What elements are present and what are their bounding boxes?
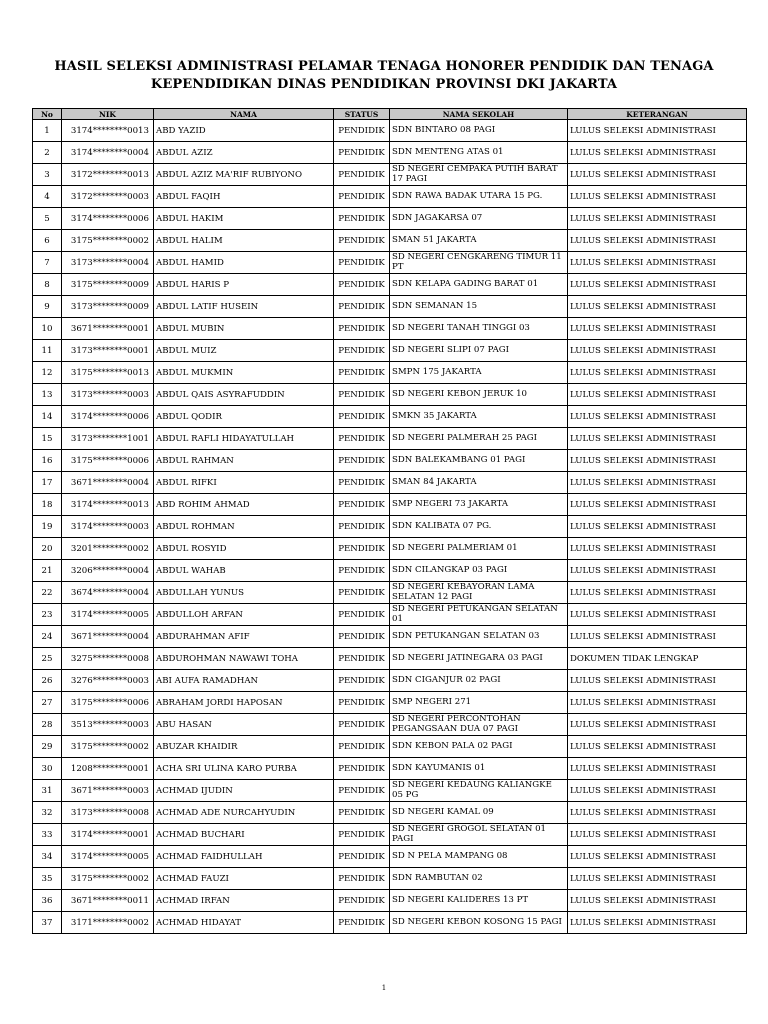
cell-nik: 1208********0001 [62, 758, 154, 780]
table-row [33, 604, 747, 626]
cell-no: 6 [33, 230, 62, 252]
cell-nama-sekolah: SD NEGERI CENGKARENG TIMUR 11 PT [390, 252, 568, 274]
cell-nama: ABRAHAM JORDI HAPOSAN [154, 692, 334, 714]
cell-no: 7 [33, 252, 62, 274]
cell-nama: ABDUL MUIZ [154, 340, 334, 362]
cell-nama-sekolah: SD NEGERI CEMPAKA PUTIH BARAT 17 PAGI [390, 164, 568, 186]
cell-nama: ABDURAHMAN AFIF [154, 626, 334, 648]
cell-status: PENDIDIK [334, 780, 390, 802]
title-line-2: KEPENDIDIKAN DINAS PENDIDIKAN PROVINSI DKI JAKARTA [150, 77, 618, 92]
cell-keterangan: LULUS SELEKSI ADMINISTRASI [568, 340, 747, 362]
results-table [32, 108, 747, 934]
cell-status: PENDIDIK [334, 450, 390, 472]
cell-nama: ABDUL HALIM [154, 230, 334, 252]
table-row [33, 868, 747, 890]
cell-nama-sekolah: SD NEGERI KEDAUNG KALIANGKE 05 PG [390, 780, 568, 802]
table-row [33, 890, 747, 912]
cell-nama: ACHMAD FAIDHULLAH [154, 846, 334, 868]
table-row [33, 230, 747, 252]
cell-keterangan: LULUS SELEKSI ADMINISTRASI [568, 824, 747, 846]
cell-nama: ABDULLAH YUNUS [154, 582, 334, 604]
table-row [33, 582, 747, 604]
cell-nik: 3671********0004 [62, 626, 154, 648]
cell-keterangan: LULUS SELEKSI ADMINISTRASI [568, 252, 747, 274]
table-row [33, 296, 747, 318]
cell-no: 28 [33, 714, 62, 736]
cell-nama-sekolah: SMAN 84 JAKARTA [390, 472, 568, 494]
cell-nama: ACHMAD BUCHARI [154, 824, 334, 846]
cell-no: 19 [33, 516, 62, 538]
cell-nama: ACHMAD ADE NURCAHYUDIN [154, 802, 334, 824]
cell-keterangan: LULUS SELEKSI ADMINISTRASI [568, 538, 747, 560]
cell-status: PENDIDIK [334, 626, 390, 648]
cell-keterangan: LULUS SELEKSI ADMINISTRASI [568, 120, 747, 142]
table-row [33, 626, 747, 648]
cell-nama: ABD YAZID [154, 120, 334, 142]
header-nik: NIK [62, 109, 154, 120]
cell-nama-sekolah: SDN CIGANJUR 02 PAGI [390, 670, 568, 692]
cell-no: 16 [33, 450, 62, 472]
cell-no: 8 [33, 274, 62, 296]
cell-no: 32 [33, 802, 62, 824]
cell-nik: 3671********0004 [62, 472, 154, 494]
cell-nama: ACHMAD IRFAN [154, 890, 334, 912]
cell-keterangan: LULUS SELEKSI ADMINISTRASI [568, 868, 747, 890]
cell-nik: 3171********0002 [62, 912, 154, 934]
cell-status: PENDIDIK [334, 186, 390, 208]
cell-no: 1 [33, 120, 62, 142]
cell-keterangan: LULUS SELEKSI ADMINISTRASI [568, 670, 747, 692]
cell-no: 20 [33, 538, 62, 560]
cell-status: PENDIDIK [334, 384, 390, 406]
cell-nik: 3174********0001 [62, 824, 154, 846]
cell-no: 34 [33, 846, 62, 868]
table-row [33, 362, 747, 384]
cell-nama-sekolah: SD NEGERI PALMERAH 25 PAGI [390, 428, 568, 450]
cell-nama: ABDUL AZIZ [154, 142, 334, 164]
table-row [33, 186, 747, 208]
cell-nik: 3671********0003 [62, 780, 154, 802]
cell-keterangan: LULUS SELEKSI ADMINISTRASI [568, 692, 747, 714]
cell-nama: ABDUL RAHMAN [154, 450, 334, 472]
cell-nik: 3175********0006 [62, 692, 154, 714]
cell-nama: ABI AUFA RAMADHAN [154, 670, 334, 692]
cell-nama-sekolah: SD NEGERI SLIPI 07 PAGI [390, 340, 568, 362]
cell-no: 18 [33, 494, 62, 516]
title-line-1: HASIL SELEKSI ADMINISTRASI PELAMAR TENAGA HONORER PENDIDIK DAN TENAGA [54, 59, 714, 74]
cell-no: 27 [33, 692, 62, 714]
cell-nik: 3674********0004 [62, 582, 154, 604]
cell-nama: ABDUROHMAN NAWAWI TOHA [154, 648, 334, 670]
cell-status: PENDIDIK [334, 670, 390, 692]
cell-no: 15 [33, 428, 62, 450]
header-no: No [33, 109, 62, 120]
cell-status: PENDIDIK [334, 494, 390, 516]
cell-no: 23 [33, 604, 62, 626]
cell-no: 5 [33, 208, 62, 230]
cell-keterangan: LULUS SELEKSI ADMINISTRASI [568, 186, 747, 208]
cell-no: 26 [33, 670, 62, 692]
cell-nama: ABDUL QODIR [154, 406, 334, 428]
cell-nama: ABDUL AZIZ MA'RIF RUBIYONO [154, 164, 334, 186]
cell-no: 2 [33, 142, 62, 164]
header-status: STATUS [334, 109, 390, 120]
cell-nik: 3206********0004 [62, 560, 154, 582]
cell-nik: 3275********0008 [62, 648, 154, 670]
table-row [33, 670, 747, 692]
cell-nama-sekolah: SD NEGERI KAMAL 09 [390, 802, 568, 824]
cell-nik: 3201********0002 [62, 538, 154, 560]
cell-status: PENDIDIK [334, 428, 390, 450]
cell-keterangan: LULUS SELEKSI ADMINISTRASI [568, 274, 747, 296]
cell-no: 9 [33, 296, 62, 318]
page-number: 1 [381, 984, 387, 992]
cell-nik: 3173********0003 [62, 384, 154, 406]
cell-nama-sekolah: SD NEGERI KEBON KOSONG 15 PAGI [390, 912, 568, 934]
cell-keterangan: LULUS SELEKSI ADMINISTRASI [568, 582, 747, 604]
cell-nik: 3174********0006 [62, 406, 154, 428]
cell-nama-sekolah: SD NEGERI KEBON JERUK 10 [390, 384, 568, 406]
cell-status: PENDIDIK [334, 472, 390, 494]
cell-nama: ABDUL LATIF HUSEIN [154, 296, 334, 318]
cell-nama-sekolah: SD NEGERI KEBAYORAN LAMA SELATAN 12 PAGI [390, 582, 568, 604]
cell-nama: ABU HASAN [154, 714, 334, 736]
cell-status: PENDIDIK [334, 406, 390, 428]
cell-nama: ABUZAR KHAIDIR [154, 736, 334, 758]
cell-nik: 3174********0004 [62, 142, 154, 164]
header-keterangan: KETERANGAN [568, 109, 747, 120]
cell-nama-sekolah: SD NEGERI PERCONTOHAN PEGANGSAAN DUA 07 PAGI [390, 714, 568, 736]
cell-nama: ACHMAD HIDAYAT [154, 912, 334, 934]
cell-keterangan: LULUS SELEKSI ADMINISTRASI [568, 208, 747, 230]
table-row [33, 780, 747, 802]
cell-nama-sekolah: SD NEGERI GROGOL SELATAN 01 PAGI [390, 824, 568, 846]
cell-nama-sekolah: SMAN 51 JAKARTA [390, 230, 568, 252]
cell-no: 24 [33, 626, 62, 648]
cell-keterangan: LULUS SELEKSI ADMINISTRASI [568, 296, 747, 318]
table-row [33, 560, 747, 582]
cell-nama: ABDUL ROHMAN [154, 516, 334, 538]
cell-no: 13 [33, 384, 62, 406]
cell-nik: 3172********0003 [62, 186, 154, 208]
cell-keterangan: LULUS SELEKSI ADMINISTRASI [568, 758, 747, 780]
cell-nik: 3175********0002 [62, 230, 154, 252]
table-row [33, 384, 747, 406]
cell-no: 12 [33, 362, 62, 384]
cell-status: PENDIDIK [334, 296, 390, 318]
table-row [33, 538, 747, 560]
cell-nama-sekolah: SDN SEMANAN 15 [390, 296, 568, 318]
cell-nik: 3175********0013 [62, 362, 154, 384]
table-row [33, 516, 747, 538]
cell-status: PENDIDIK [334, 692, 390, 714]
cell-keterangan: LULUS SELEKSI ADMINISTRASI [568, 846, 747, 868]
header-nama-sekolah: NAMA SEKOLAH [390, 109, 568, 120]
cell-nama: ABDUL HAKIM [154, 208, 334, 230]
table-row [33, 274, 747, 296]
cell-no: 35 [33, 868, 62, 890]
cell-nama-sekolah: SDN KALIBATA 07 PG. [390, 516, 568, 538]
table-row [33, 736, 747, 758]
cell-nama-sekolah: SDN KAYUMANIS 01 [390, 758, 568, 780]
cell-nama-sekolah: SMP NEGERI 271 [390, 692, 568, 714]
cell-nama-sekolah: SDN KELAPA GADING BARAT 01 [390, 274, 568, 296]
table-row [33, 318, 747, 340]
cell-no: 11 [33, 340, 62, 362]
cell-nik: 3175********0002 [62, 736, 154, 758]
header-nama: NAMA [154, 109, 334, 120]
cell-status: PENDIDIK [334, 230, 390, 252]
table-row [33, 912, 747, 934]
cell-nama-sekolah: SMP NEGERI 73 JAKARTA [390, 494, 568, 516]
table-row [33, 802, 747, 824]
cell-keterangan: LULUS SELEKSI ADMINISTRASI [568, 472, 747, 494]
cell-keterangan: LULUS SELEKSI ADMINISTRASI [568, 318, 747, 340]
cell-keterangan: LULUS SELEKSI ADMINISTRASI [568, 736, 747, 758]
cell-nama: ACHMAD IJUDIN [154, 780, 334, 802]
cell-keterangan: LULUS SELEKSI ADMINISTRASI [568, 164, 747, 186]
table-row [33, 142, 747, 164]
cell-nik: 3276********0003 [62, 670, 154, 692]
cell-status: PENDIDIK [334, 120, 390, 142]
cell-nama-sekolah: SDN MENTENG ATAS 01 [390, 142, 568, 164]
cell-nama-sekolah: SD NEGERI KALIDERES 13 PT [390, 890, 568, 912]
cell-nama-sekolah: SD NEGERI PALMERIAM 01 [390, 538, 568, 560]
cell-nama: ACHA SRI ULINA KARO PURBA [154, 758, 334, 780]
cell-nik: 3174********0005 [62, 604, 154, 626]
cell-nama: ABDUL MUBIN [154, 318, 334, 340]
cell-nik: 3174********0013 [62, 494, 154, 516]
table-row [33, 164, 747, 186]
table-body [33, 120, 747, 934]
table-row [33, 406, 747, 428]
cell-nama-sekolah: SDN KEBON PALA 02 PAGI [390, 736, 568, 758]
cell-keterangan: LULUS SELEKSI ADMINISTRASI [568, 604, 747, 626]
cell-no: 25 [33, 648, 62, 670]
cell-nik: 3671********0011 [62, 890, 154, 912]
cell-no: 21 [33, 560, 62, 582]
table-row [33, 450, 747, 472]
cell-no: 3 [33, 164, 62, 186]
table-row [33, 846, 747, 868]
cell-nama: ABDUL ROSYID [154, 538, 334, 560]
cell-nama: ABDUL QAIS ASYRAFUDDIN [154, 384, 334, 406]
cell-status: PENDIDIK [334, 912, 390, 934]
cell-status: PENDIDIK [334, 824, 390, 846]
cell-nik: 3175********0009 [62, 274, 154, 296]
table-row [33, 252, 747, 274]
table-row [33, 428, 747, 450]
table-row [33, 340, 747, 362]
cell-keterangan: LULUS SELEKSI ADMINISTRASI [568, 230, 747, 252]
cell-nik: 3175********0002 [62, 868, 154, 890]
cell-keterangan: LULUS SELEKSI ADMINISTRASI [568, 560, 747, 582]
cell-nama-sekolah: SDN JAGAKARSA 07 [390, 208, 568, 230]
table-row [33, 714, 747, 736]
cell-no: 30 [33, 758, 62, 780]
table-row [33, 758, 747, 780]
cell-nama: ACHMAD FAUZI [154, 868, 334, 890]
cell-keterangan: LULUS SELEKSI ADMINISTRASI [568, 362, 747, 384]
cell-keterangan: LULUS SELEKSI ADMINISTRASI [568, 494, 747, 516]
cell-status: PENDIDIK [334, 340, 390, 362]
cell-nama-sekolah: SDN BINTARO 08 PAGI [390, 120, 568, 142]
table-row [33, 494, 747, 516]
cell-nama-sekolah: SDN BALEKAMBANG 01 PAGI [390, 450, 568, 472]
cell-keterangan: LULUS SELEKSI ADMINISTRASI [568, 626, 747, 648]
cell-nik: 3513********0003 [62, 714, 154, 736]
cell-nama-sekolah: SDN PETUKANGAN SELATAN 03 [390, 626, 568, 648]
cell-nik: 3173********0009 [62, 296, 154, 318]
cell-keterangan: LULUS SELEKSI ADMINISTRASI [568, 780, 747, 802]
cell-no: 14 [33, 406, 62, 428]
cell-status: PENDIDIK [334, 648, 390, 670]
table-row [33, 648, 747, 670]
table-row [33, 692, 747, 714]
cell-nama-sekolah: SD NEGERI JATINEGARA 03 PAGI [390, 648, 568, 670]
cell-nik: 3173********0008 [62, 802, 154, 824]
cell-nama: ABDUL FAQIH [154, 186, 334, 208]
cell-no: 17 [33, 472, 62, 494]
cell-no: 4 [33, 186, 62, 208]
cell-nama: ABDUL HARIS P [154, 274, 334, 296]
cell-status: PENDIDIK [334, 802, 390, 824]
cell-nik: 3174********0005 [62, 846, 154, 868]
cell-status: PENDIDIK [334, 582, 390, 604]
cell-status: PENDIDIK [334, 538, 390, 560]
cell-no: 37 [33, 912, 62, 934]
table-header-row [33, 109, 747, 120]
cell-status: PENDIDIK [334, 604, 390, 626]
cell-nama-sekolah: SDN CILANGKAP 03 PAGI [390, 560, 568, 582]
cell-status: PENDIDIK [334, 318, 390, 340]
cell-status: PENDIDIK [334, 890, 390, 912]
cell-nama: ABD ROHIM AHMAD [154, 494, 334, 516]
cell-keterangan: LULUS SELEKSI ADMINISTRASI [568, 384, 747, 406]
cell-nama-sekolah: SDN RAWA BADAK UTARA 15 PG. [390, 186, 568, 208]
cell-status: PENDIDIK [334, 736, 390, 758]
cell-nama: ABDUL WAHAB [154, 560, 334, 582]
cell-nama: ABDULLOH ARFAN [154, 604, 334, 626]
cell-nik: 3172********0013 [62, 164, 154, 186]
cell-nik: 3173********0001 [62, 340, 154, 362]
cell-status: PENDIDIK [334, 560, 390, 582]
cell-nik: 3175********0006 [62, 450, 154, 472]
cell-no: 36 [33, 890, 62, 912]
cell-status: PENDIDIK [334, 714, 390, 736]
cell-nik: 3173********0004 [62, 252, 154, 274]
cell-nik: 3174********0013 [62, 120, 154, 142]
cell-nama: ABDUL RIFKI [154, 472, 334, 494]
cell-keterangan: LULUS SELEKSI ADMINISTRASI [568, 142, 747, 164]
cell-keterangan: LULUS SELEKSI ADMINISTRASI [568, 802, 747, 824]
table-row [33, 208, 747, 230]
cell-keterangan: LULUS SELEKSI ADMINISTRASI [568, 428, 747, 450]
cell-nama-sekolah: SDN RAMBUTAN 02 [390, 868, 568, 890]
cell-keterangan: LULUS SELEKSI ADMINISTRASI [568, 516, 747, 538]
cell-status: PENDIDIK [334, 758, 390, 780]
table-row [33, 824, 747, 846]
cell-nik: 3174********0003 [62, 516, 154, 538]
cell-status: PENDIDIK [334, 208, 390, 230]
cell-status: PENDIDIK [334, 164, 390, 186]
cell-keterangan: DOKUMEN TIDAK LENGKAP [568, 648, 747, 670]
cell-no: 10 [33, 318, 62, 340]
cell-nama: ABDUL MUKMIN [154, 362, 334, 384]
cell-nama: ABDUL HAMID [154, 252, 334, 274]
cell-status: PENDIDIK [334, 362, 390, 384]
cell-status: PENDIDIK [334, 142, 390, 164]
cell-status: PENDIDIK [334, 516, 390, 538]
cell-keterangan: LULUS SELEKSI ADMINISTRASI [568, 912, 747, 934]
cell-keterangan: LULUS SELEKSI ADMINISTRASI [568, 450, 747, 472]
cell-nik: 3174********0006 [62, 208, 154, 230]
cell-nama: ABDUL RAFLI HIDAYATULLAH [154, 428, 334, 450]
document-title [0, 58, 768, 94]
cell-no: 31 [33, 780, 62, 802]
cell-status: PENDIDIK [334, 868, 390, 890]
table-row [33, 472, 747, 494]
cell-nama-sekolah: SD NEGERI PETUKANGAN SELATAN 01 [390, 604, 568, 626]
cell-nik: 3173********1001 [62, 428, 154, 450]
cell-status: PENDIDIK [334, 846, 390, 868]
cell-keterangan: LULUS SELEKSI ADMINISTRASI [568, 406, 747, 428]
cell-status: PENDIDIK [334, 274, 390, 296]
cell-nik: 3671********0001 [62, 318, 154, 340]
cell-no: 29 [33, 736, 62, 758]
cell-keterangan: LULUS SELEKSI ADMINISTRASI [568, 890, 747, 912]
cell-keterangan: LULUS SELEKSI ADMINISTRASI [568, 714, 747, 736]
cell-no: 22 [33, 582, 62, 604]
cell-status: PENDIDIK [334, 252, 390, 274]
cell-nama-sekolah: SD N PELA MAMPANG 08 [390, 846, 568, 868]
cell-nama-sekolah: SMPN 175 JAKARTA [390, 362, 568, 384]
cell-nama-sekolah: SMKN 35 JAKARTA [390, 406, 568, 428]
cell-nama-sekolah: SD NEGERI TANAH TINGGI 03 [390, 318, 568, 340]
cell-no: 33 [33, 824, 62, 846]
table-row [33, 120, 747, 142]
